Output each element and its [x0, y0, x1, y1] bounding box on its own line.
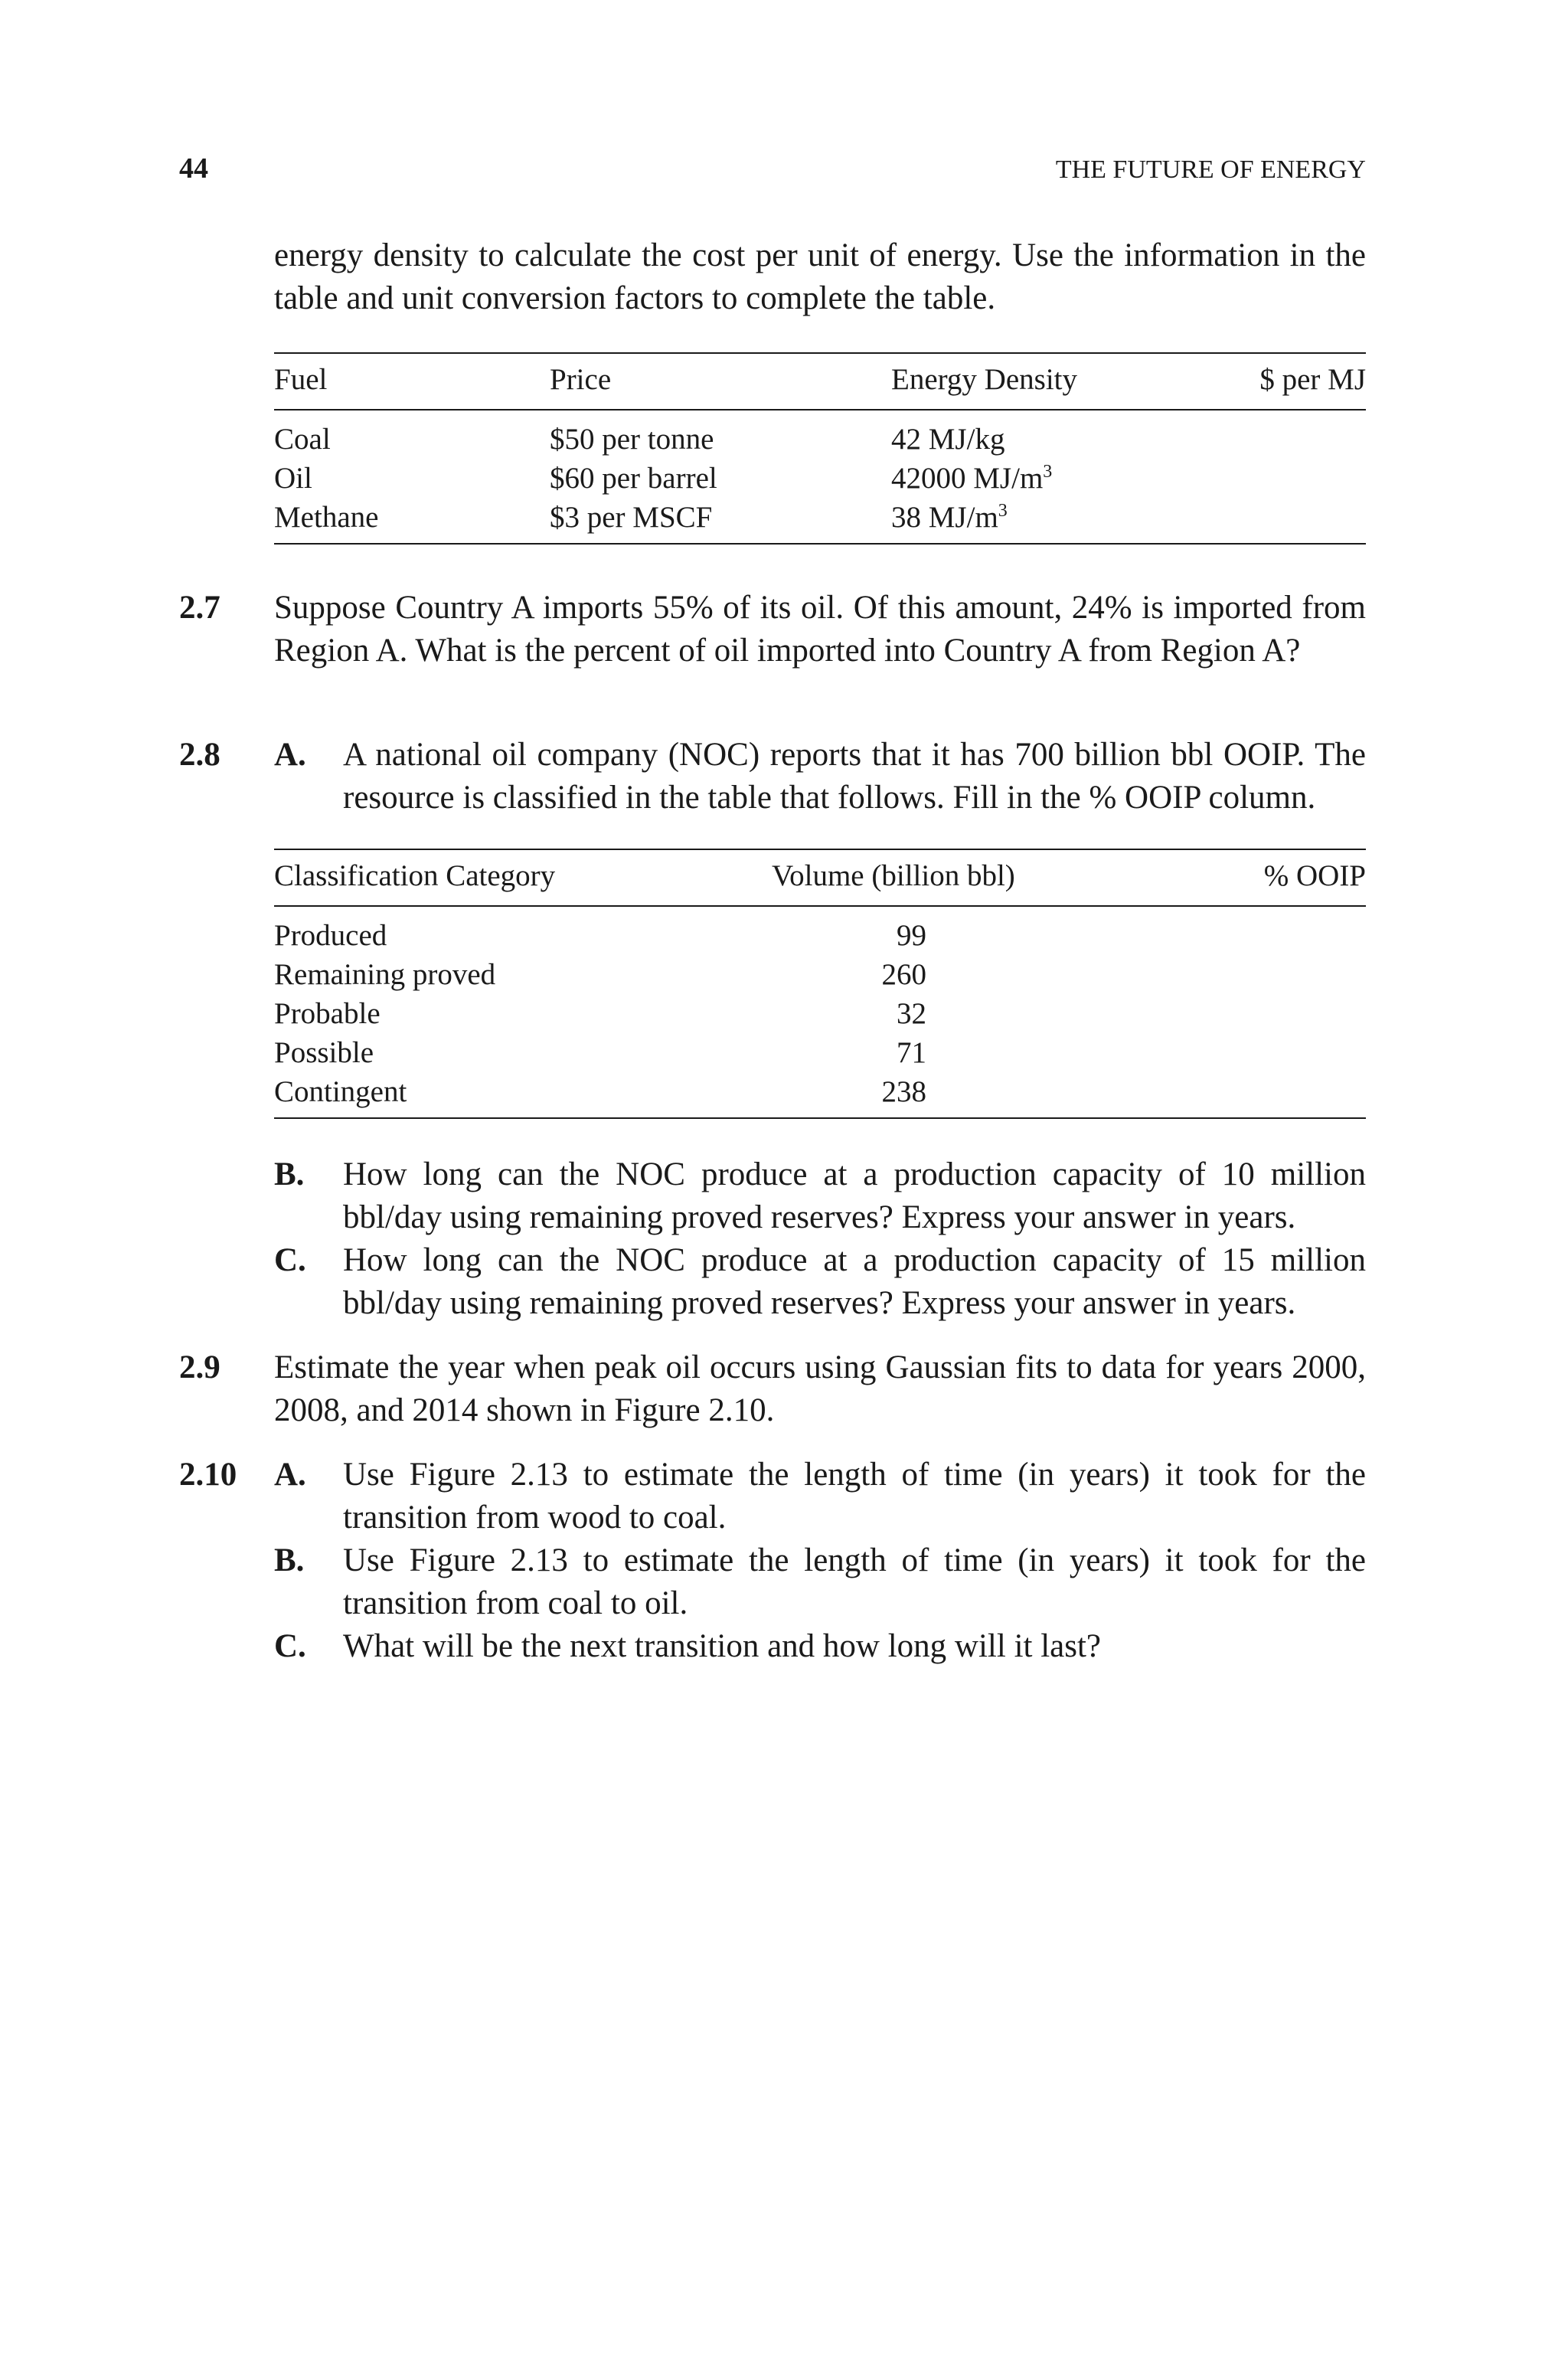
fuel-density: [891, 498, 1228, 544]
col-header-ooip: % OOIP: [1213, 849, 1366, 906]
category-name: Remaining proved: [274, 958, 496, 991]
page-number: 44: [179, 152, 208, 185]
table-row: [274, 906, 1366, 955]
volume-value: [772, 1072, 1213, 1118]
part-text: Use Figure 2.13 to estimate the length of time (in years) it took for the transition from wood to coal.: [343, 1457, 1366, 1536]
density-value: 42000 MJ/m: [891, 462, 1044, 495]
col-header-dollar-per-mj: $ per MJ: [1228, 353, 1366, 410]
ooip-table-block: [274, 849, 1366, 1119]
question-2-9-text: Estimate the year when peak oil occurs using Gaussian fits to data for years 2000, 2008, and 2014 shown in Figure 2.10.: [274, 1349, 1366, 1428]
fuel-dollar-per-mj: [1228, 459, 1366, 498]
question-2-10-part-c: [274, 1625, 1366, 1668]
category-name: Possible: [274, 1036, 374, 1069]
fuel-dollar-per-mj: [1228, 498, 1366, 544]
ooip-percent: [1213, 906, 1366, 955]
table-row: [274, 459, 1366, 498]
ooip-percent: [1213, 955, 1366, 994]
fuel-name: Methane: [274, 501, 379, 534]
volume-value: [772, 955, 1213, 994]
col-header-energy-density: Energy Density: [891, 353, 1228, 410]
part-letter: A.: [274, 1457, 306, 1493]
volume-number: 71: [897, 1036, 926, 1069]
density-exponent: 3: [998, 501, 1008, 521]
col-header-price: Price: [550, 353, 891, 410]
fuel-table-block: [274, 352, 1366, 545]
part-text: A national oil company (NOC) reports that it has 700 billion bbl OOIP. The resource is classified in the table that follows. Fill in the % OOIP column.: [343, 737, 1366, 816]
fuel-price: $50 per tonne: [550, 423, 714, 456]
ooip-percent: [1213, 1072, 1366, 1118]
question-2-9: [274, 1346, 1366, 1432]
col-header-volume: Volume (billion bbl): [772, 849, 1213, 906]
volume-value: [772, 906, 1213, 955]
part-text: How long can the NOC produce at a production capacity of 10 million bbl/day using remaining proved reserves? Express your answer in years.: [343, 1156, 1366, 1235]
part-text: How long can the NOC produce at a production capacity of 15 million bbl/day using remaining proved reserves? Express your answer in years.: [343, 1242, 1366, 1321]
col-header-fuel: Fuel: [274, 353, 550, 410]
category-name: Produced: [274, 919, 387, 952]
part-text: Use Figure 2.13 to estimate the length of time (in years) it took for the transition from coal to oil.: [343, 1542, 1366, 1621]
fuel-density: [891, 459, 1228, 498]
part-letter: C.: [274, 1628, 306, 1664]
volume-number: 32: [897, 997, 926, 1030]
ooip-table: [274, 849, 1366, 1119]
question-2-8-part-a: [274, 734, 1366, 819]
col-header-classification: Classification Category: [274, 849, 772, 906]
ooip-table-header-row: [274, 849, 1366, 906]
fuel-density: [891, 410, 1228, 459]
running-head: THE FUTURE OF ENERGY: [1055, 155, 1366, 184]
volume-number: 260: [881, 958, 926, 991]
volume-value: [772, 994, 1213, 1033]
table-row: [274, 498, 1366, 544]
intro-block: [274, 234, 1366, 320]
category-name: Contingent: [274, 1075, 407, 1108]
fuel-dollar-per-mj: [1228, 410, 1366, 459]
table-row: [274, 1072, 1366, 1118]
question-number-2-10: 2.10: [179, 1457, 237, 1493]
part-letter: B.: [274, 1156, 305, 1192]
fuel-price: $60 per barrel: [550, 462, 717, 495]
question-2-10-part-b: [274, 1539, 1366, 1625]
volume-number: 99: [897, 919, 926, 952]
question-2-8-part-b: [274, 1153, 1366, 1239]
question-number-2-7: 2.7: [179, 590, 220, 626]
table-row: [274, 1033, 1366, 1072]
fuel-name: Coal: [274, 423, 331, 456]
volume-number: 238: [881, 1075, 926, 1108]
fuel-name: Oil: [274, 462, 312, 495]
part-letter: C.: [274, 1242, 306, 1278]
fuel-table-header-row: [274, 353, 1366, 410]
density-value: 42 MJ/kg: [891, 423, 1005, 456]
volume-value: [772, 1033, 1213, 1072]
question-2-10-part-a: [274, 1454, 1366, 1539]
part-letter: B.: [274, 1542, 305, 1578]
table-row: [274, 955, 1366, 994]
density-exponent: 3: [1043, 462, 1053, 482]
question-2-7-text: Suppose Country A imports 55% of its oil. Of this amount, 24% is imported from Region A. What is the percent of oil imported into Country A from Region A?: [274, 590, 1366, 669]
category-name: Probable: [274, 997, 381, 1030]
fuel-price: $3 per MSCF: [550, 501, 713, 534]
part-letter: A.: [274, 737, 306, 773]
part-text: What will be the next transition and how long will it last?: [343, 1628, 1102, 1664]
question-number-2-8: 2.8: [179, 737, 220, 773]
table-row: [274, 410, 1366, 459]
question-number-2-9: 2.9: [179, 1349, 220, 1385]
question-2-8-part-c: [274, 1239, 1366, 1325]
ooip-percent: [1213, 1033, 1366, 1072]
question-2-7: [274, 587, 1366, 672]
table-row: [274, 994, 1366, 1033]
density-value: 38 MJ/m: [891, 501, 998, 534]
ooip-percent: [1213, 994, 1366, 1033]
intro-text: energy density to calculate the cost per unit of energy. Use the information in the table and unit conversion factors to complete the table.: [274, 237, 1366, 316]
fuel-table: [274, 352, 1366, 545]
